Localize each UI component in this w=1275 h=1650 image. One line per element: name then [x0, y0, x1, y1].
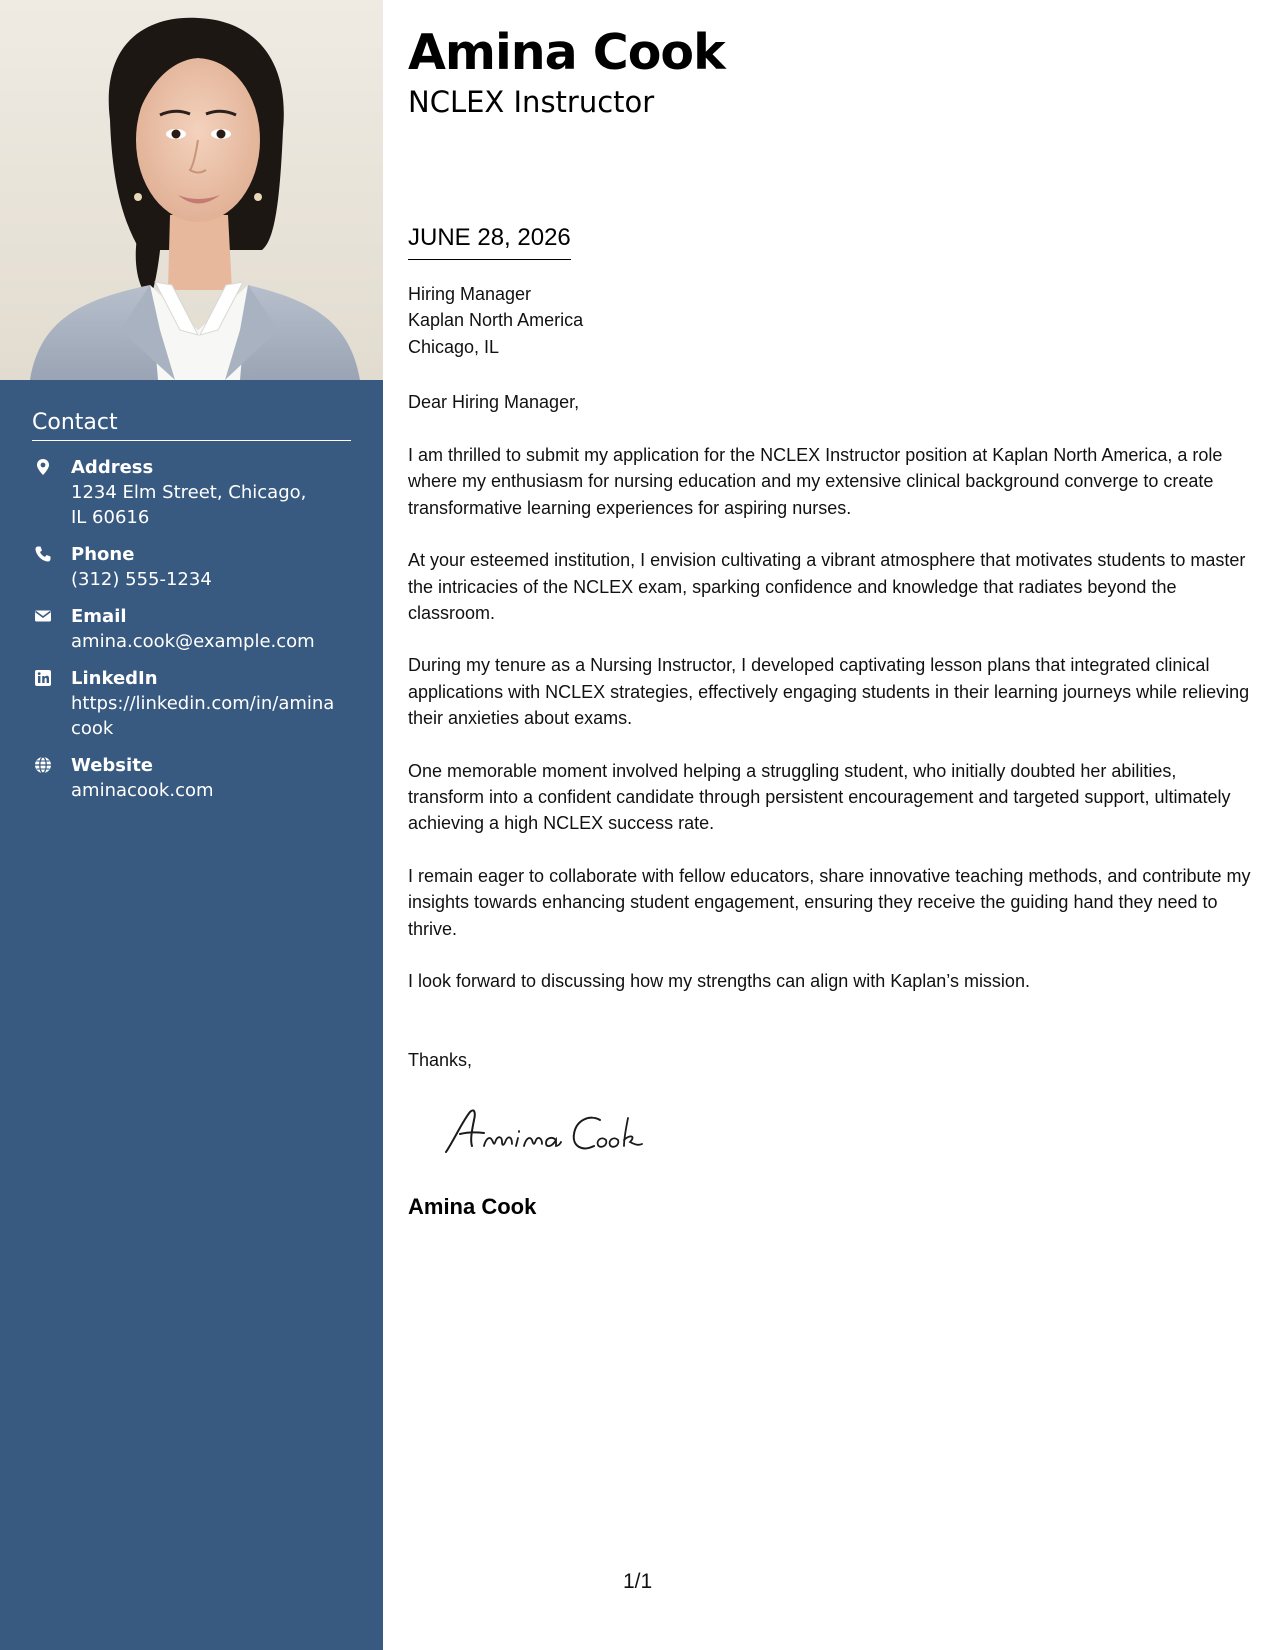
contact-address	[32, 456, 352, 530]
linkedin-link[interactable]: https://linkedin.com/in/aminacook	[71, 693, 335, 739]
page-number: 1/1	[623, 1570, 653, 1593]
email-link[interactable]: amina.cook@example.com	[71, 631, 315, 652]
recipient-company: Kaplan North America	[408, 310, 584, 331]
applicant-name: Amina Cook	[408, 24, 725, 81]
body-paragraph: I look forward to discussing how my strengths can align with Kaplan’s mission.	[408, 971, 1030, 992]
body-paragraph: I remain eager to collaborate with fellow educators, share innovative teaching methods, and contribute my insights towards enhancing student engagement, ensuring they receive the guiding hand they need to thrive.	[408, 865, 1251, 939]
globe-icon	[34, 756, 52, 774]
body-paragraph: At your esteemed institution, I envision cultivating a vibrant atmosphere that motivates students to master the intricacies of the NCLEX exam, sparking confidence and knowledge that radiates beyond the classroom.	[408, 550, 1246, 624]
contact-label: Address	[71, 457, 154, 478]
sidebar	[0, 0, 383, 1650]
contact-label: Phone	[71, 544, 135, 565]
letter-date: JUNE 28, 2026	[408, 223, 571, 260]
address-value: 1234 Elm Street, Chicago, IL 60616	[71, 482, 307, 528]
phone-value: (312) 555-1234	[71, 569, 212, 590]
contact-label: Website	[71, 755, 154, 776]
recipient-title: Hiring Manager	[408, 284, 532, 304]
letter-body	[408, 442, 1253, 1021]
signed-name: Amina Cook	[408, 1194, 537, 1219]
linkedin-icon	[34, 669, 52, 687]
contact-heading: Contact	[32, 410, 351, 441]
contact-email	[32, 605, 352, 654]
profile-photo	[0, 0, 383, 380]
handwritten-signature	[440, 1100, 670, 1160]
envelope-icon	[34, 607, 52, 625]
body-paragraph: During my tenure as a Nursing Instructor, I developed captivating lesson plans that integrated clinical applications with NCLEX strategies, effectively engaging students in their learning journeys while relieving their anxieties about exams.	[408, 655, 1250, 729]
phone-icon	[34, 545, 52, 563]
contact-label: Email	[71, 606, 127, 627]
job-title: NCLEX Instructor	[408, 85, 655, 119]
website-link[interactable]: aminacook.com	[71, 780, 214, 801]
recipient-block	[408, 281, 583, 360]
contact-phone	[32, 543, 352, 592]
body-paragraph: One memorable moment involved helping a struggling student, who initially doubted her abilities, transform into a confident candidate through persistent encouragement and targeted support, ultimately achieving a high NCLEX success rate.	[408, 760, 1231, 834]
contact-website	[32, 754, 352, 803]
greeting: Dear Hiring Manager,	[408, 392, 580, 412]
contact-list	[32, 456, 352, 816]
closing: Thanks,	[408, 1050, 473, 1070]
contact-label: LinkedIn	[71, 668, 158, 689]
body-paragraph: I am thrilled to submit my application for the NCLEX Instructor position at Kaplan North America, a role where my enthusiasm for nursing education and my extensive clinical background converge to create transformative learning experiences for aspiring nurses.	[408, 445, 1223, 518]
recipient-location: Chicago, IL	[408, 336, 500, 357]
contact-linkedin	[32, 667, 352, 741]
location-pin-icon	[34, 458, 52, 476]
